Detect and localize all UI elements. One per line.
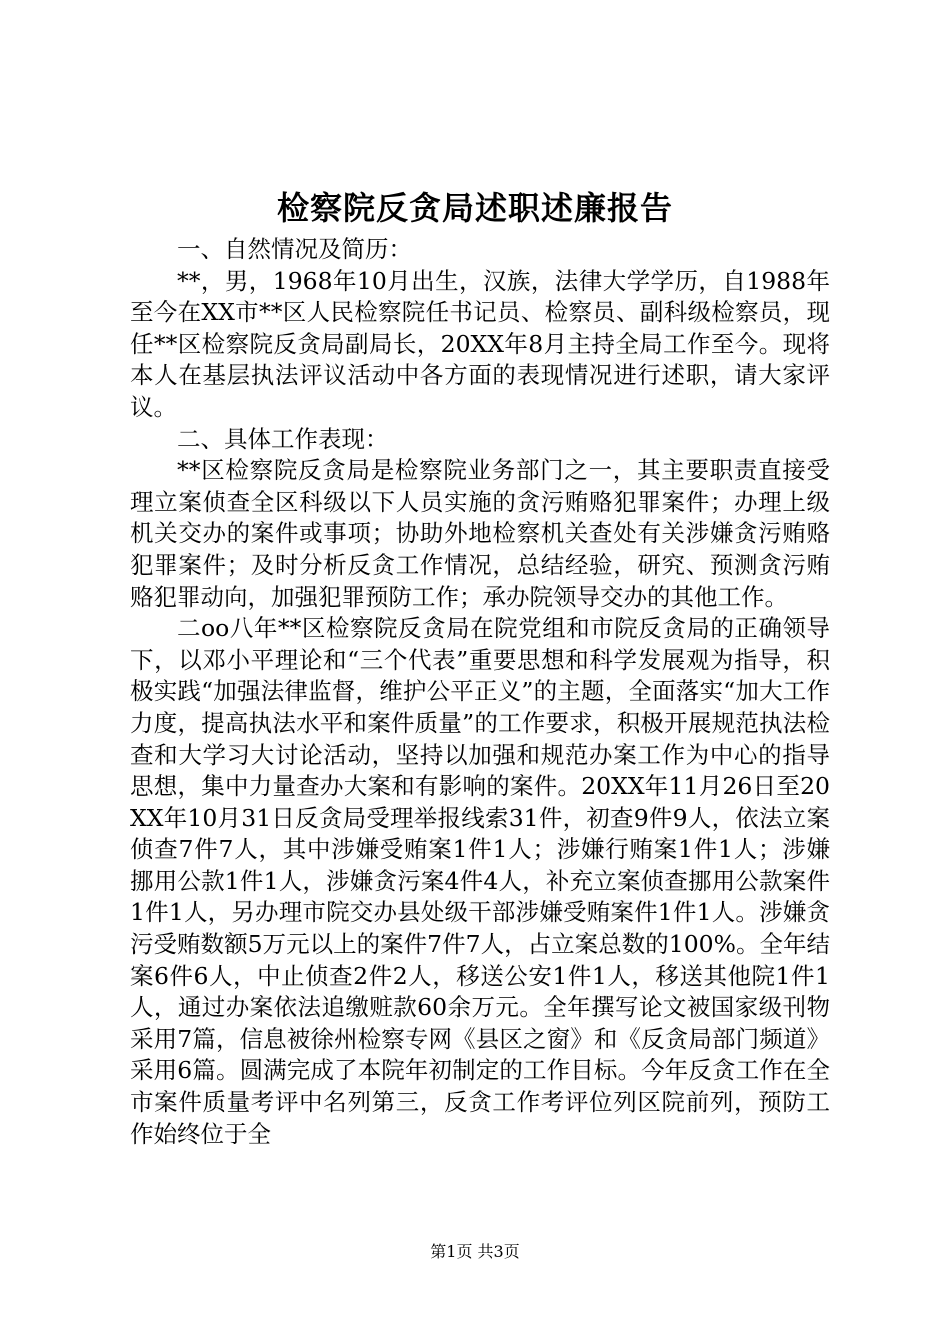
paragraph-duties: **区检察院反贪局是检察院业务部门之一，其主要职责直接受理立案侦查全区科级以下人员实施的贪污贿赂犯罪案件；办理上级机关交办的案件或事项；协助外地检察机关查处有关涉嫌贪污贿赂犯罪案件；及时分析反贪工作情况，总结经验，研究、预测贪污贿赂犯罪动向，加强犯罪预防工作；承办院领导交办的其他工作。	[130, 456, 830, 611]
paragraph-work-results: 二oo八年**区检察院反贪局在院党组和市院反贪局的正确领导下，以邓小平理论和“三个代表”重要思想和科学发展观为指导，积极实践“加强法律监督，维护公平正义”的主题，全面落实“加大工作力度，提高执法水平和案件质量”的工作要求，积极开展规范执法检查和大学习大讨论活动，坚持以加强和规范办案工作为中心的指导思想，集中力量查办大案和有影响的案件。20XX年11月26日至20XX年10月31日反贪局受理举报线索31件，初查9件9人，依法立案侦查7件7人，其中涉嫌受贿案1件1人；涉嫌行贿案1件1人；涉嫌挪用公款1件1人，涉嫌贪污案4件4人，补充立案侦查挪用公款案件1件1人，另办理市院交办县处级干部涉嫌受贿案件1件1人。涉嫌贪污受贿数额5万元以上的案件7件7人，占立案总数的100%。全年结案6件6人，中止侦查2件2人，移送公安1件1人，移送其他院1件1人，通过办案依法追缴赃款60余万元。全年撰写论文被国家级刊物采用7篇，信息被徐州检察专网《县区之窗》和《反贪局部门频道》采用6篇。圆满完成了本院年初制定的工作目标。今年反贪工作在全市案件质量考评中名列第三，反贪工作考评位列区院前列，预防工作始终位于全	[130, 614, 830, 1148]
document-title: 检察院反贪局述职述廉报告	[276, 189, 673, 227]
section-heading-2: 二、具体工作表现：	[177, 424, 389, 453]
paragraph-biography: **，男，1968年10月出生，汉族，法律大学学历，自1988年至今在XX市**区人民检察院任书记员、检察员、副科级检察员，现任**区检察院反贪局副局长，20XX年8月主持全局工作至今。现将本人在基层执法评议活动中各方面的表现情况进行述职，请大家评议。	[130, 266, 830, 421]
section-heading-1: 一、自然情况及简历：	[177, 235, 412, 263]
document-body	[130, 234, 830, 1150]
page-number-footer: 第1页 共3页	[430, 1242, 520, 1261]
